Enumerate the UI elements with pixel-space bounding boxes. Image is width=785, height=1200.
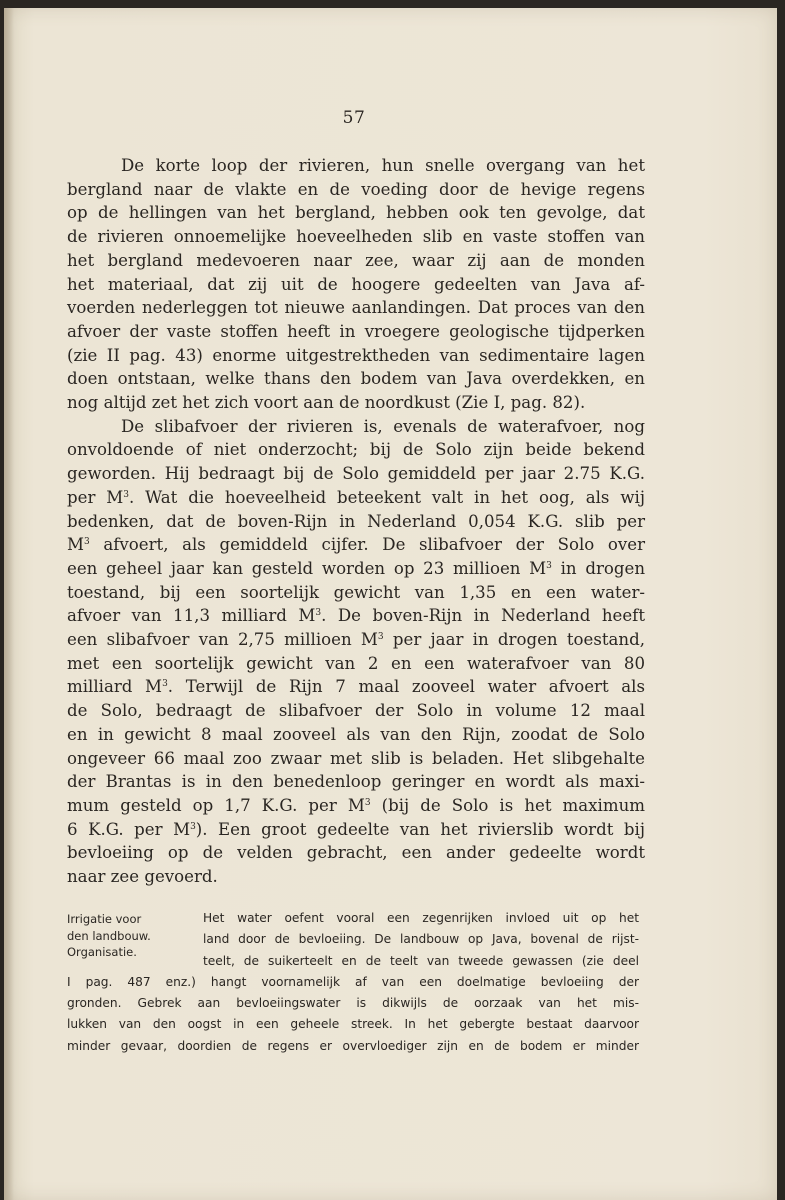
text-line: doen ontstaan, welke thans den bodem van Java overdekken, en: [67, 369, 645, 389]
text-line: milliard $M^3$. Terwijl de Rijn 7 maal zooveel water afvoert als: [67, 677, 645, 697]
superscript: 3: [190, 821, 196, 832]
page-number: 57: [342, 108, 366, 128]
irrigation-paragraph: [67, 908, 639, 1057]
text-line: ongeveer 66 maal zoo zwaar met slib is beladen. Het slibgehalte: [67, 748, 645, 768]
text-line: een slibafvoer van 2,75 millioen $M^3$ per jaar in drogen toestand,: [67, 630, 645, 650]
small-text-line: I pag. 487 enz.) hangt voornamelijk af van een doelmatige bevloeiing der: [67, 974, 639, 989]
text-line: met een soortelijk gewicht van 2 en een waterafvoer van 80: [67, 653, 645, 673]
text-line: De korte loop der rivieren, hun snelle overgang van het: [121, 156, 645, 175]
text-line: de Solo, bedraagt de slibafvoer der Solo in volume 12 maal: [67, 701, 645, 721]
text-line: 6 K.G. per $M^3$). Een groot gedeelte van het rivierslib wordt bij: [67, 819, 645, 839]
small-text-line: lukken van den oogst in een geheele streek. In het gebergte bestaat daarvoor: [67, 1017, 639, 1032]
text-line: het bergland medevoeren naar zee, waar zij aan de monden: [67, 250, 645, 270]
text-line: bergland naar de vlakte en de voeding door de hevige regens: [67, 179, 645, 199]
text-line: naar zee gevoerd.: [67, 867, 218, 887]
superscript: 3: [162, 679, 168, 690]
text-line: $M^3$ afvoert, als gemiddeld cijfer. De slibafvoer der Solo over: [67, 535, 645, 555]
text-line: de rivieren onnoemelijke hoeveelheden slib en vaste stoffen van: [67, 227, 645, 247]
margin-note-line: den landbouw.: [67, 928, 151, 943]
text-line: bevloeiing op de velden gebracht, een ander gedeelte wordt: [67, 843, 645, 863]
text-line: voerden nederleggen tot nieuwe aanlandingen. Dat proces van den: [67, 298, 645, 318]
text-line: mum gesteld op 1,7 K.G. per $M^3$ (bij de Solo is het maximum: [67, 795, 645, 815]
superscript: 3: [123, 489, 129, 500]
text-line: (zie II pag. 43) enorme uitgestrektheden van sedimentaire lagen: [67, 345, 645, 365]
text-line: toestand, bij een soortelijk gewicht van 1,35 en een water-: [67, 582, 645, 602]
text-line: een geheel jaar kan gesteld worden op 23 millioen $M^3$ in drogen: [67, 558, 646, 578]
small-text-line: teelt, de suikerteelt en de teelt van tweede gewassen (zie deel: [203, 953, 639, 968]
small-text-line: land door de bevloeiing. De landbouw op Java, bovenal de rijst-: [203, 932, 639, 947]
margin-note-line: Irrigatie voor: [67, 912, 142, 926]
text-line: en in gewicht 8 maal zooveel als van den Rijn, zoodat de Solo: [67, 724, 645, 744]
superscript: 3: [84, 537, 90, 548]
page-binding-shadow: [4, 8, 14, 1200]
small-text-line: minder gevaar, doordien de regens er overvloediger zijn en de bodem er minder: [67, 1038, 639, 1053]
text-line: De slibafvoer der rivieren is, evenals de waterafvoer, nog: [121, 416, 645, 436]
text-line: geworden. Hij bedraagt bij de Solo gemiddeld per jaar 2.75 K.G.: [67, 464, 645, 484]
text-line: per $M^3$. Wat die hoeveelheid beteekent valt in het oog, als wij: [67, 487, 645, 507]
text-line: nog altijd zet het zich voort aan de noordkust (Zie I, pag. 82).: [67, 393, 586, 413]
small-text-line: gronden. Gebrek aan bevloeiingswater is dikwijls de oorzaak van het mis-: [67, 996, 639, 1011]
superscript: 3: [377, 632, 384, 643]
text-line: afvoer van 11,3 milliard $M^3$. De boven-Rijn in Nederland heeft: [67, 606, 645, 626]
small-text-line: Het water oefent vooral een zegenrijken invloed uit op het: [203, 911, 639, 925]
text-line: onvoldoende of niet onderzocht; bij de Solo zijn beide bekend: [67, 440, 645, 460]
superscript: 3: [546, 560, 552, 571]
text-line: der Brantas is in den benedenloop geringer en wordt als maxi-: [67, 772, 645, 792]
text-line: op de hellingen van het bergland, hebben ook ten gevolge, dat: [67, 203, 645, 223]
main-paragraphs: [67, 154, 645, 889]
text-line: afvoer der vaste stoffen heeft in vroegere geologische tijdperken: [67, 321, 645, 341]
superscript: 3: [315, 608, 322, 619]
book-page: [4, 8, 777, 1200]
text-line: bedenken, dat de boven-Rijn in Nederland 0,054 K.G. slib per: [67, 511, 645, 531]
text-line: het materiaal, dat zij uit de hoogere gedeelten van Java af-: [67, 274, 645, 294]
superscript: 3: [364, 797, 371, 808]
margin-note-line: Organisatie.: [67, 945, 137, 959]
